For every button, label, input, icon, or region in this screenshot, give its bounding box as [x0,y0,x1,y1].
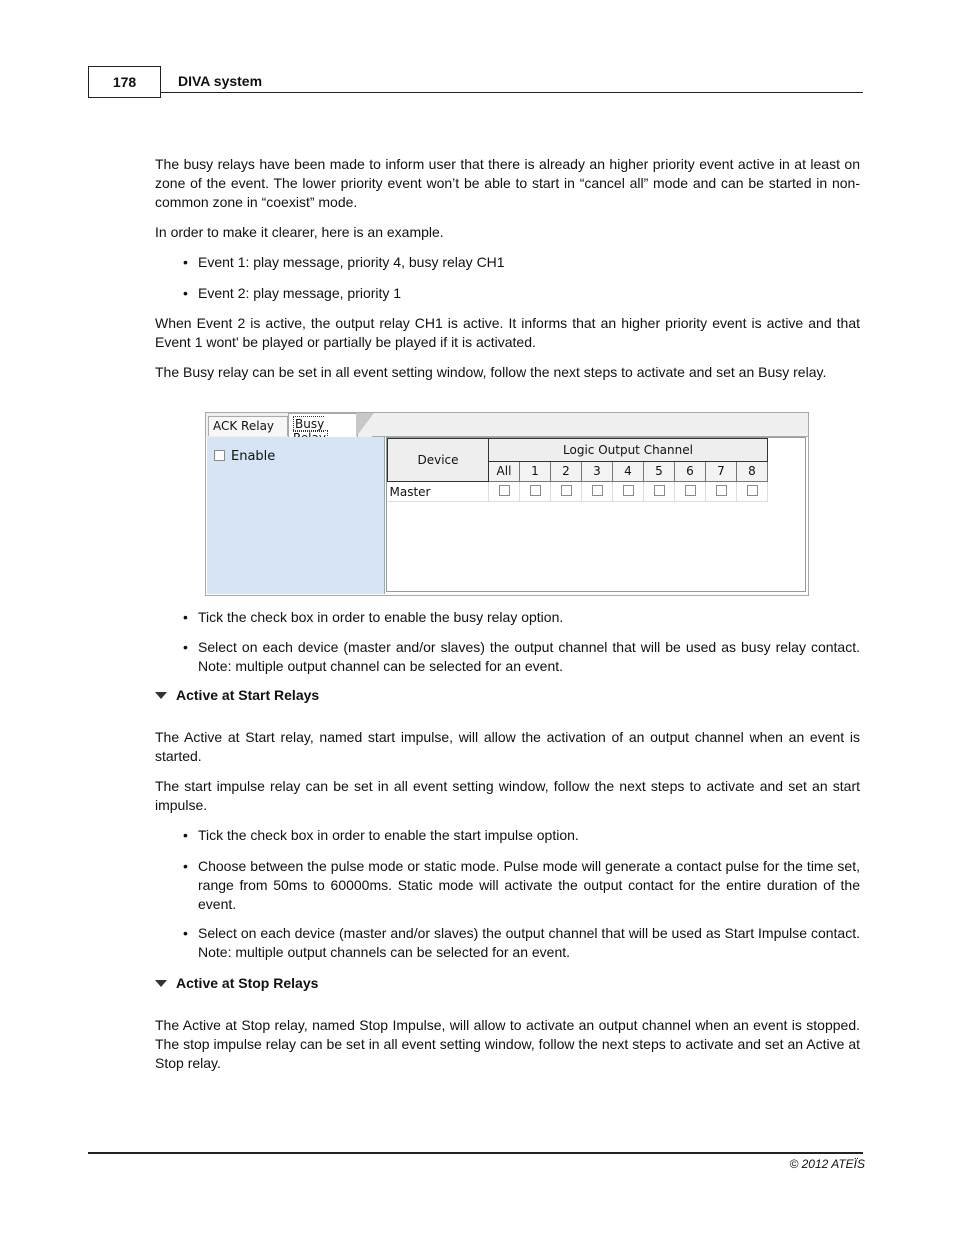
collapse-triangle-icon[interactable] [155,692,167,699]
list-item: • Select on each device (master and/or slaves) the output channel that will be used as Start Impulse contact. Note: multiple output channels can be selected for an event. [183,925,860,960]
channel-grid [386,437,806,592]
channel-header-8: 8 [737,461,768,481]
channel-checkbox-3[interactable] [592,485,603,496]
channel-checkbox-7[interactable] [716,485,727,496]
enable-checkbox[interactable] [214,450,225,461]
start-relay-paragraph: The Active at Start relay, named start impulse, will allow the activation of an output channel when an event is started. [155,729,860,764]
channel-checkbox-1[interactable] [530,485,541,496]
enable-label: Enable [231,449,276,464]
busy-relay-screenshot [205,412,809,596]
start-setting-paragraph: The start impulse relay can be set in all event setting window, follow the next steps to activate and set an start impulse. [155,778,860,813]
channel-header-6: 6 [675,461,706,481]
channel-header-5: 5 [644,461,675,481]
channel-checkbox-5[interactable] [654,485,665,496]
list-item: • Tick the check box in order to enable the busy relay option. [183,609,564,625]
tab-busy-relay[interactable]: Busy [288,413,358,437]
collapse-triangle-icon[interactable] [155,980,167,987]
logic-output-channel-header: Logic Output Channel [489,439,768,462]
section-start-relays[interactable]: Active at Start Relays [155,687,319,703]
channel-header-2: 2 [551,461,582,481]
channel-checkbox-6[interactable] [685,485,696,496]
footer-rule [88,1152,863,1154]
channel-header-1: 1 [520,461,551,481]
device-name: Master [388,482,489,502]
table-row [388,482,768,502]
list-item: • Select on each device (master and/or slaves) the output channel that will be used as busy relay contact. Note: multiple output channel can be selected for an event. [183,639,860,674]
device-header: Device [388,439,489,482]
section-stop-relays[interactable]: Active at Stop Relays [155,975,318,991]
example-explanation-paragraph: When Event 2 is active, the output relay CH1 is active. It informs that an higher priority event is active and that Event 1 wont' be played or partially be played if it is activated. [155,315,860,350]
settings-panel [207,437,385,594]
list-item: • Event 1: play message, priority 4, busy relay CH1 [183,254,505,270]
copyright: © 2012 ATEÏS [789,1157,865,1171]
enable-option[interactable] [214,449,275,464]
page-number: 178 [88,66,161,98]
example-intro-paragraph: In order to make it clearer, here is an example. [155,224,444,240]
tab-ack-relay[interactable]: ACK Relay [208,416,288,436]
channel-checkbox-2[interactable] [561,485,572,496]
list-item: • Tick the check box in order to enable the start impulse option. [183,827,579,843]
channel-header-7: 7 [706,461,737,481]
list-item: • Event 2: play message, priority 1 [183,285,402,301]
busy-intro-paragraph: The busy relays have been made to inform user that there is already an higher priority event active in at least on zone of the event. The lower priority event won’t be able to start in “cancel all” mode and can be started in non-common zone in “coexist” mode. [155,156,860,210]
channel-header-all: All [489,461,520,481]
header-rule [161,92,863,93]
document-title: DIVA system [178,73,263,89]
channel-header-4: 4 [613,461,644,481]
busy-setting-paragraph: The Busy relay can be set in all event setting window, follow the next steps to activate and set an Busy relay. [155,364,827,380]
channel-checkbox-8[interactable] [747,485,758,496]
channel-checkbox-4[interactable] [623,485,634,496]
channel-checkbox-all[interactable] [499,485,510,496]
channel-header-3: 3 [582,461,613,481]
list-item: • Choose between the pulse mode or static mode. Pulse mode will generate a contact pulse for the time set, range from 50ms to 60000ms. Static mode will activate the output contact for the entire duration of the event. [183,858,860,912]
stop-relay-paragraph: The Active at Stop relay, named Stop Impulse, will allow to activate an output channel when an event is stopped. The stop impulse relay can be set in all event setting window, follow the next steps to activate and set an Active at Stop relay. [155,1017,860,1071]
